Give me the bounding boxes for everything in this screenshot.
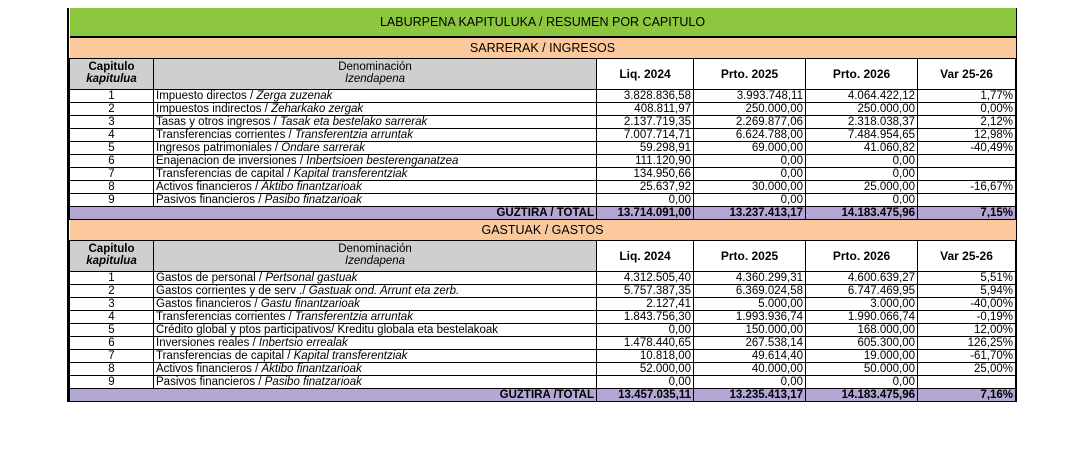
prto-2025-value: 69.000,00 (694, 142, 806, 155)
col-denominacion-header (154, 241, 597, 272)
denomination-eu: Gastuak ond. Arrunt eta zerb. (308, 285, 460, 297)
total-var-25-26: 7,15% (918, 207, 1016, 220)
liq-2024-value: 0,00 (597, 376, 694, 389)
col-prto-2025-header: Prto. 2025 (694, 241, 806, 272)
ingresos-row-3 (70, 116, 1016, 129)
denomination-es: Transferencias corrientes / (156, 129, 295, 141)
chapter-number: 5 (70, 324, 154, 337)
title-row (70, 8, 1016, 37)
var-25-26-value: -16,67% (918, 181, 1016, 194)
chapter-denomination (154, 324, 597, 337)
gastos-row-9 (70, 376, 1016, 389)
kapitulua-label: kapitulua (86, 255, 137, 267)
gastos-row-5 (70, 324, 1016, 337)
prto-2025-value: 2.269.877,06 (694, 116, 806, 129)
col-var-header: Var 25-26 (918, 59, 1016, 90)
gastos-section-row (70, 220, 1016, 241)
denomination-eu: Zeharkako zergak (271, 103, 364, 115)
prto-2026-value: 6.747.469,95 (806, 285, 918, 298)
denomination-es: Impuesto directos / (156, 90, 257, 102)
prto-2026-value: 25.000,00 (806, 181, 918, 194)
col-liq-2024-header: Liq. 2024 (597, 59, 694, 90)
ingresos-row-9 (70, 194, 1016, 207)
chapter-number: 7 (70, 350, 154, 363)
col-denominacion-header (154, 59, 597, 90)
var-25-26-value: 1,77% (918, 90, 1016, 103)
chapter-denomination (154, 298, 597, 311)
chapter-number: 5 (70, 142, 154, 155)
liq-2024-value: 134.950,66 (597, 168, 694, 181)
var-25-26-value: -0,19% (918, 311, 1016, 324)
denomination-es: Activos financieros / (156, 181, 262, 193)
denomination-eu: Gastu finantzarioak (260, 298, 360, 310)
chapter-number: 6 (70, 155, 154, 168)
summary-sheet (67, 8, 1017, 402)
chapter-number: 4 (70, 129, 154, 142)
denomination-eu: Aktibo finantzarioak (261, 181, 362, 193)
denomination-eu: Ondare sarrerak (281, 142, 366, 154)
col-prto-2026-header: Prto. 2026 (806, 59, 918, 90)
var-25-26-value: 12,00% (918, 324, 1016, 337)
denomination-eu: Kapital transferentziak (293, 168, 408, 180)
var-25-26-value: 12,98% (918, 129, 1016, 142)
var-25-26-value: 5,51% (918, 272, 1016, 285)
col-prto-2026-header: Prto. 2026 (806, 241, 918, 272)
prto-2025-value: 40.000,00 (694, 363, 806, 376)
prto-2025-value: 5.000,00 (694, 298, 806, 311)
var-25-26-value: -61,70% (918, 350, 1016, 363)
denomination-es: Gastos corrientes y de serv ./ (156, 285, 309, 297)
ingresos-row-6 (70, 155, 1016, 168)
denomination-es: Impuestos indirectos / (156, 103, 272, 115)
liq-2024-value: 59.298,91 (597, 142, 694, 155)
chapter-number: 8 (70, 181, 154, 194)
chapter-number: 1 (70, 90, 154, 103)
prto-2025-value: 30.000,00 (694, 181, 806, 194)
prto-2026-value: 168.000,00 (806, 324, 918, 337)
chapter-denomination (154, 116, 597, 129)
chapter-denomination (154, 376, 597, 389)
denomination-es: Transferencias corrientes / (156, 311, 295, 323)
capitulo-label: Capitulo (88, 243, 135, 255)
chapter-number: 2 (70, 103, 154, 116)
denomination-es: Activos financieros / (156, 363, 262, 375)
prto-2026-value: 4.064.422,12 (806, 90, 918, 103)
denomination-es: Inversiones reales / (156, 337, 259, 349)
chapter-denomination (154, 103, 597, 116)
liq-2024-value: 1.843.756,30 (597, 311, 694, 324)
total-prto-2026: 14.183.475,96 (806, 207, 918, 220)
prto-2026-value: 0,00 (806, 194, 918, 207)
prto-2025-value: 4.360.299,31 (694, 272, 806, 285)
kapitulua-label: kapitulua (86, 73, 137, 85)
chapter-number: 2 (70, 285, 154, 298)
prto-2025-value: 6.369.024,58 (694, 285, 806, 298)
liq-2024-value: 7.007.714,71 (597, 129, 694, 142)
var-25-26-value (918, 168, 1016, 181)
var-25-26-value (918, 194, 1016, 207)
prto-2026-value: 1.990.066,74 (806, 311, 918, 324)
liq-2024-value: 2.127,41 (597, 298, 694, 311)
chapter-number: 9 (70, 194, 154, 207)
prto-2025-value: 250.000,00 (694, 103, 806, 116)
chapter-denomination (154, 129, 597, 142)
page-title: LABURPENA KAPITULUKA / RESUMEN POR CAPITULO (70, 8, 1016, 37)
gastos-total-row (70, 389, 1016, 402)
denomination-eu: Aktibo finantzarioak (261, 363, 362, 375)
denomination-es: Gastos de personal / (156, 272, 266, 284)
denomination-eu: Pasibo finatzarioak (264, 376, 362, 388)
ingresos-row-1 (70, 90, 1016, 103)
denomination-es: Pasivos financieros / (156, 194, 265, 206)
denomination-eu: Kapital transferentziak (293, 350, 408, 362)
gastos-row-1 (70, 272, 1016, 285)
denomination-es: Transferencias de capital / (156, 350, 294, 362)
prto-2026-value: 19.000,00 (806, 350, 918, 363)
prto-2025-value: 0,00 (694, 168, 806, 181)
var-25-26-value: 126,25% (918, 337, 1016, 350)
prto-2025-value: 49.614,40 (694, 350, 806, 363)
liq-2024-value: 0,00 (597, 194, 694, 207)
prto-2025-value: 267.538,14 (694, 337, 806, 350)
prto-2026-value: 250.000,00 (806, 103, 918, 116)
chapter-denomination (154, 311, 597, 324)
denominacion-label: Denominación (338, 243, 412, 255)
liq-2024-value: 25.637,92 (597, 181, 694, 194)
denomination-es: Transferencias de capital / (156, 168, 294, 180)
denomination-eu: Pasibo finatzarioak (264, 194, 362, 206)
gastos-row-3 (70, 298, 1016, 311)
col-var-header: Var 25-26 (918, 241, 1016, 272)
ingresos-row-8 (70, 181, 1016, 194)
chapter-denomination (154, 337, 597, 350)
liq-2024-value: 111.120,90 (597, 155, 694, 168)
chapter-denomination (154, 285, 597, 298)
liq-2024-value: 4.312.505,40 (597, 272, 694, 285)
var-25-26-value: -40,49% (918, 142, 1016, 155)
var-25-26-value: 5,94% (918, 285, 1016, 298)
chapter-number: 3 (70, 116, 154, 129)
var-25-26-value (918, 376, 1016, 389)
denomination-eu: Inbertsioen besterenganatzea (306, 155, 459, 167)
gastos-row-7 (70, 350, 1016, 363)
prto-2026-value: 0,00 (806, 168, 918, 181)
gastos-header-row (70, 241, 1016, 272)
prto-2026-value: 7.484.954,65 (806, 129, 918, 142)
denomination-eu: Zerga zuzenak (256, 90, 333, 102)
var-25-26-value: -40,00% (918, 298, 1016, 311)
chapter-number: 9 (70, 376, 154, 389)
denominacion-label: Denominación (338, 61, 412, 73)
prto-2026-value: 50.000,00 (806, 363, 918, 376)
gastos-row-4 (70, 311, 1016, 324)
chapter-number: 4 (70, 311, 154, 324)
liq-2024-value: 1.478.440,65 (597, 337, 694, 350)
chapter-number: 1 (70, 272, 154, 285)
denomination-es: Ingresos patrimoniales / (156, 142, 282, 154)
chapter-number: 3 (70, 298, 154, 311)
ingresos-row-4 (70, 129, 1016, 142)
prto-2025-value: 1.993.936,74 (694, 311, 806, 324)
chapter-denomination (154, 363, 597, 376)
denomination-es: Gastos financieros / (156, 298, 261, 310)
gastos-total-label: GUZTIRA /TOTAL (70, 389, 597, 402)
var-25-26-value: 0,00% (918, 103, 1016, 116)
prto-2025-value: 6.624.788,00 (694, 129, 806, 142)
col-capitulo-header (70, 241, 154, 272)
chapter-denomination (154, 168, 597, 181)
denomination-eu: Pertsonal gastuak (265, 272, 358, 284)
ingresos-row-5 (70, 142, 1016, 155)
ingresos-header-row (70, 59, 1016, 90)
liq-2024-value: 2.137.719,35 (597, 116, 694, 129)
total-var-25-26: 7,16% (918, 389, 1016, 402)
capitulo-label: Capitulo (88, 61, 135, 73)
prto-2025-value: 150.000,00 (694, 324, 806, 337)
prto-2026-value: 3.000,00 (806, 298, 918, 311)
ingresos-total-label: GUZTIRA / TOTAL (70, 207, 597, 220)
chapter-denomination (154, 272, 597, 285)
liq-2024-value: 0,00 (597, 324, 694, 337)
chapter-number: 6 (70, 337, 154, 350)
total-prto-2026: 14.183.475,96 (806, 389, 918, 402)
ingresos-total-row (70, 207, 1016, 220)
prto-2026-value: 41.060,82 (806, 142, 918, 155)
prto-2026-value: 4.600.639,27 (806, 272, 918, 285)
gastos-section-title: GASTUAK / GASTOS (70, 220, 1016, 241)
chapter-denomination (154, 350, 597, 363)
liq-2024-value: 5.757.387,35 (597, 285, 694, 298)
chapter-denomination (154, 194, 597, 207)
liq-2024-value: 52.000,00 (597, 363, 694, 376)
prto-2025-value: 0,00 (694, 376, 806, 389)
col-prto-2025-header: Prto. 2025 (694, 59, 806, 90)
izendapena-label: Izendapena (344, 73, 406, 85)
prto-2026-value: 0,00 (806, 376, 918, 389)
denomination-es: Enajenacion de inversiones / (156, 155, 307, 167)
chapter-denomination (154, 155, 597, 168)
gastos-row-8 (70, 363, 1016, 376)
ingresos-row-2 (70, 103, 1016, 116)
col-liq-2024-header: Liq. 2024 (597, 241, 694, 272)
prto-2025-value: 3.993.748,11 (694, 90, 806, 103)
prto-2026-value: 605.300,00 (806, 337, 918, 350)
summary-table (69, 8, 1016, 402)
denomination-eu: Tasak eta bestelako sarrerak (280, 116, 428, 128)
chapter-denomination (154, 142, 597, 155)
chapter-denomination (154, 90, 597, 103)
chapter-number: 8 (70, 363, 154, 376)
liq-2024-value: 10.818,00 (597, 350, 694, 363)
prto-2025-value: 0,00 (694, 155, 806, 168)
denomination-es: Tasas y otros ingresos / (156, 116, 280, 128)
var-25-26-value (918, 155, 1016, 168)
izendapena-label: Izendapena (344, 255, 406, 267)
denomination-es: Pasivos financieros / (156, 376, 265, 388)
denomination-eu: Transferentzia arruntak (294, 129, 413, 141)
denomination-eu: Inbertsio errealak (258, 337, 348, 349)
ingresos-section-title: SARRERAK / INGRESOS (70, 37, 1016, 59)
total-prto-2025: 13.235.413,17 (694, 389, 806, 402)
total-liq-2024: 13.457.035,11 (597, 389, 694, 402)
prto-2026-value: 2.318.038,37 (806, 116, 918, 129)
liq-2024-value: 3.828.836,58 (597, 90, 694, 103)
ingresos-row-7 (70, 168, 1016, 181)
liq-2024-value: 408.811,97 (597, 103, 694, 116)
chapter-number: 7 (70, 168, 154, 181)
ingresos-section-row (70, 37, 1016, 59)
var-25-26-value: 25,00% (918, 363, 1016, 376)
total-prto-2025: 13.237.413,17 (694, 207, 806, 220)
gastos-row-2 (70, 285, 1016, 298)
col-capitulo-header (70, 59, 154, 90)
total-liq-2024: 13.714.091,00 (597, 207, 694, 220)
denomination-es: Crédito global y ptos participativos/ Kreditu globala eta bestelakoak (156, 324, 499, 336)
gastos-row-6 (70, 337, 1016, 350)
var-25-26-value: 2,12% (918, 116, 1016, 129)
denomination-eu: Transferentzia arruntak (294, 311, 413, 323)
chapter-denomination (154, 181, 597, 194)
prto-2026-value: 0,00 (806, 155, 918, 168)
prto-2025-value: 0,00 (694, 194, 806, 207)
